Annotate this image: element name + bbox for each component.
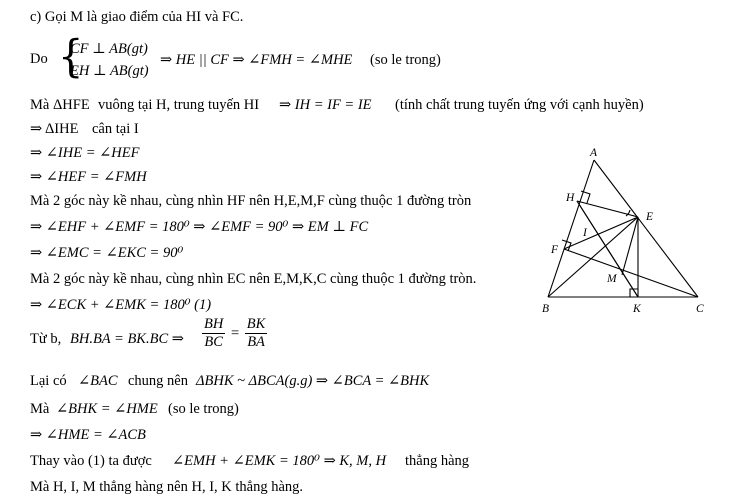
text-line-4a: ⇒ ΔIHE bbox=[30, 121, 79, 137]
text-line-2-note: (so le trong) bbox=[370, 52, 441, 68]
label-m: M bbox=[607, 273, 617, 285]
label-k: K bbox=[633, 303, 641, 315]
text-line-5: ⇒ ∠IHE = ∠HEF bbox=[30, 145, 140, 161]
text-line-1: c) Gọi M là giao điểm của HI và FC. bbox=[30, 9, 244, 25]
system-eq-1: CF ⊥ AB(gt) bbox=[70, 41, 148, 57]
label-c: C bbox=[696, 303, 704, 315]
text-line-16a: Thay vào (1) ta được bbox=[30, 453, 152, 469]
text-line-10: Mà 2 góc này kề nhau, cùng nhìn EC nên E,M,K,C cùng thuộc 1 đường tròn. bbox=[30, 271, 477, 287]
text-line-16c: thẳng hàng bbox=[405, 453, 470, 469]
text-line-13a: Lại có bbox=[30, 373, 67, 389]
label-h: H bbox=[566, 192, 575, 204]
text-line-14b: ∠BHK = ∠HME bbox=[56, 401, 158, 417]
text-line-7: Mà 2 góc này kề nhau, cùng nhìn HF nên H,E,M,F cùng thuộc 1 đường tròn bbox=[30, 193, 472, 209]
label-f: F bbox=[551, 244, 559, 256]
fraction-left-den: BC bbox=[204, 334, 223, 350]
label-b: B bbox=[542, 303, 550, 315]
text-line-3b: vuông tại H, trung tuyến HI bbox=[98, 97, 260, 113]
text-line-15: ⇒ ∠HME = ∠ACB bbox=[30, 427, 146, 443]
text-line-3c: ⇒ IH = IF = IE bbox=[279, 97, 372, 113]
text-line-14a: Mà bbox=[30, 401, 50, 417]
label-i: I bbox=[583, 227, 587, 239]
segment-fe bbox=[564, 217, 638, 249]
label-a: A bbox=[590, 147, 598, 159]
fraction-left-num: BH bbox=[204, 316, 224, 332]
text-line-12b: BH.BA = BK.BC ⇒ bbox=[70, 331, 184, 347]
text-line-17: Mà H, I, M thẳng hàng nên H, I, K thẳng hàng. bbox=[30, 479, 304, 495]
text-line-2-label: Do bbox=[30, 51, 48, 67]
text-line-9: ⇒ ∠EMC = ∠EKC = 90⁰ bbox=[30, 245, 184, 261]
text-line-13b: ∠BAC bbox=[78, 373, 118, 389]
text-line-3a: Mà ΔHFE bbox=[30, 97, 90, 113]
text-line-13c: chung nên bbox=[128, 373, 188, 389]
text-line-12a: Từ b, bbox=[30, 331, 62, 347]
text-line-13d: ΔBHK ~ ΔBCA(g.g) ⇒ ∠BCA = ∠BHK bbox=[196, 373, 430, 389]
fraction-right-num: BK bbox=[246, 316, 266, 332]
text-line-6: ⇒ ∠HEF = ∠FMH bbox=[30, 169, 147, 185]
fraction-equals: = bbox=[230, 325, 240, 342]
text-line-11: ⇒ ∠ECK + ∠EMK = 180⁰ (1) bbox=[30, 297, 212, 313]
text-line-3d: (tính chất trung tuyến ứng với cạnh huyền) bbox=[395, 97, 644, 113]
text-line-8: ⇒ ∠EHF + ∠EMF = 180⁰ ⇒ ∠EMF = 90⁰ ⇒ EM ⊥ FC bbox=[30, 219, 369, 235]
text-line-2-result: ⇒ HE || CF ⇒ ∠FMH = ∠MHE bbox=[160, 52, 353, 68]
segment-cf bbox=[564, 249, 698, 297]
text-line-16b: ∠EMH + ∠EMK = 180⁰ ⇒ K, M, H bbox=[172, 453, 387, 469]
system-eq-2: EH ⊥ AB(gt) bbox=[70, 63, 149, 79]
label-e: E bbox=[646, 211, 654, 223]
text-line-14c: (so le trong) bbox=[168, 401, 239, 417]
fraction-right-den: BA bbox=[247, 334, 265, 350]
right-angle-h bbox=[581, 191, 590, 203]
system-brace: { bbox=[58, 31, 84, 83]
text-line-4b: cân tại I bbox=[92, 121, 139, 137]
segment-em bbox=[622, 217, 638, 275]
